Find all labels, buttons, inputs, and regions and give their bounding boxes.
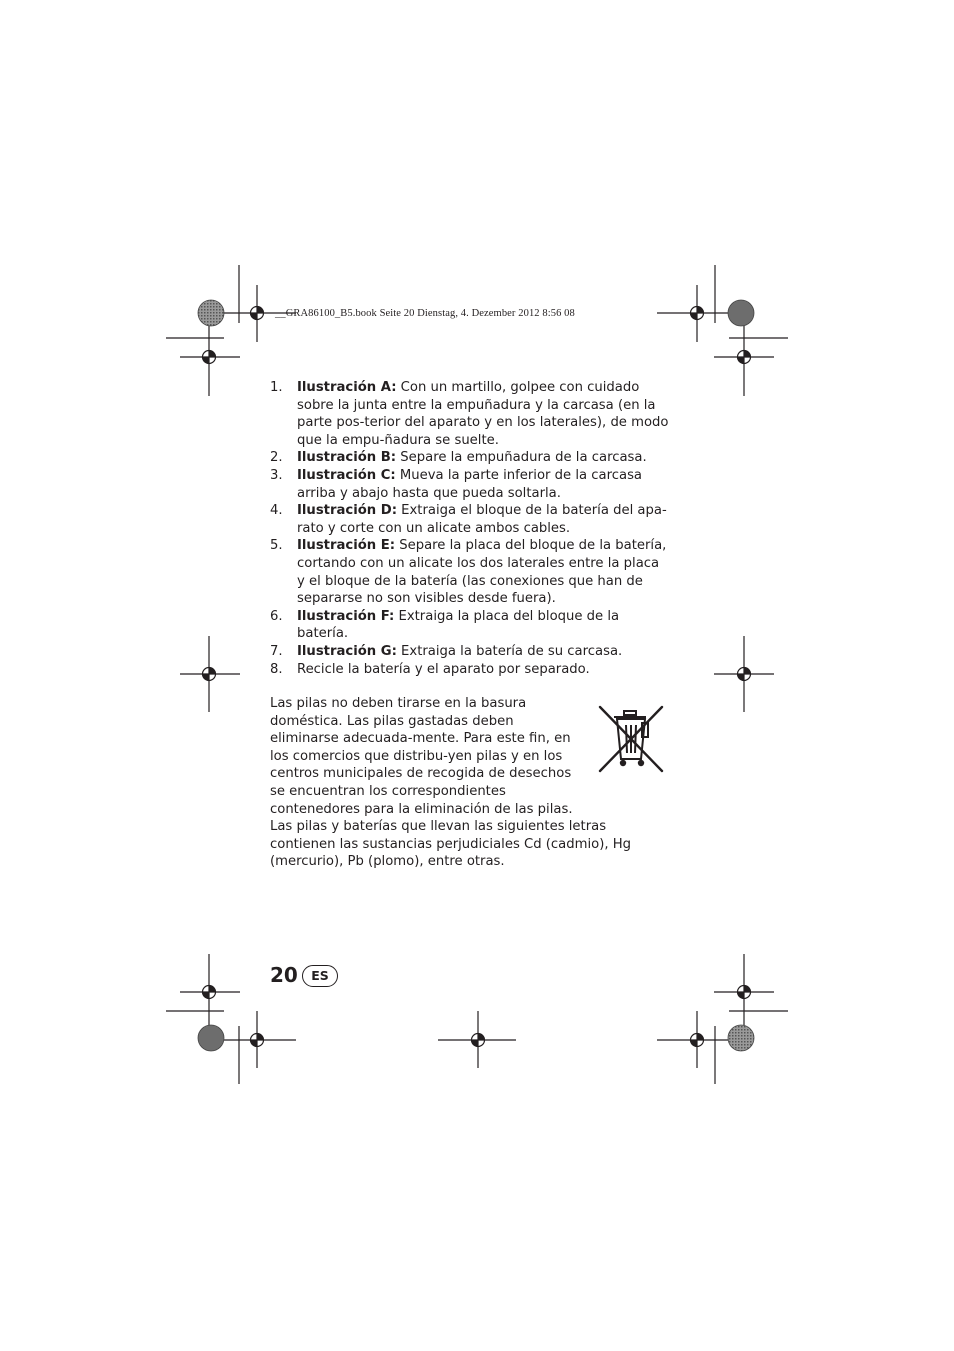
list-item — [270, 537, 670, 607]
step-label: Ilustración B: — [297, 450, 397, 466]
step-label: Ilustración A: — [297, 380, 397, 395]
step-number: 1. — [270, 380, 283, 395]
list-item — [270, 449, 670, 467]
step-label: Ilustración C: — [297, 467, 396, 483]
battery-disposal-notice — [270, 695, 670, 871]
step-text: Extraiga el bloque de la batería del apa-rato y corte con un alicate ambos cables. — [297, 503, 667, 536]
step-text: Separe la empuñadura de la carcasa. — [396, 450, 647, 466]
step-number: 5. — [270, 538, 283, 554]
step-text: Separe la placa del bloque de la batería, cortando con un alicate los dos laterales entre la placa y el bloque de la batería (las conexiones que han de separarse no son visibles desde fuera). — [297, 538, 667, 607]
disposal-steps-list — [270, 379, 670, 678]
step-number: 4. — [270, 503, 283, 519]
list-item — [270, 467, 670, 502]
step-number: 3. — [270, 467, 283, 483]
step-label: Ilustración D: — [297, 503, 397, 519]
step-number: 2. — [270, 450, 283, 466]
print-slug: __GRA86100_B5.book Seite 20 Dienstag, 4. Dezember 2012 8:56 08 — [275, 308, 575, 319]
battery-disposal-paragraph: Las pilas no deben tirarse en la basura doméstica. Las pilas gastadas deben eliminarse adecuada-mente. Para este fin, en los comercios que distribu-yen pilas y en los centros municipales de recogida de desechos se encuentran los correspondientes contenedores para la eliminación de las pilas. — [270, 696, 573, 817]
language-badge: ES — [302, 965, 338, 987]
step-label: Ilustración E: — [297, 538, 396, 554]
list-item — [270, 643, 670, 661]
battery-substances-paragraph: Las pilas y baterías que llevan las siguientes letras contienen las sustancias perjudiciales Cd (cadmio), Hg (mercurio), Pb (plomo), entre otras. — [270, 819, 632, 870]
step-text: Extraiga la placa del bloque de la batería. — [297, 608, 620, 642]
list-item — [270, 608, 670, 643]
list-item — [270, 379, 670, 449]
step-label: Ilustración F: — [297, 608, 395, 624]
page-content — [270, 379, 670, 871]
list-item — [270, 502, 670, 537]
crossed-out-wheelie-bin-icon — [596, 703, 666, 775]
list-item — [270, 661, 670, 679]
step-text: Extraiga la batería de su carcasa. — [396, 643, 623, 659]
step-number: 8. — [270, 661, 283, 677]
step-text: Con un martillo, golpee con cuidado sobre la junta entre la empuñadura y la carcasa (en la parte pos-terior del aparato y en los laterales), de modo que la empu-ñadura se suelte. — [297, 380, 669, 448]
page-number: 20 — [270, 963, 298, 987]
step-number: 7. — [270, 643, 283, 659]
step-text: Mueva la parte inferior de la carcasa arriba y abajo hasta que pueda soltarla. — [297, 467, 643, 501]
step-number: 6. — [270, 608, 283, 624]
step-label: Ilustración G: — [297, 643, 397, 659]
step-text: Recicle la batería y el aparato por separado. — [297, 661, 590, 677]
